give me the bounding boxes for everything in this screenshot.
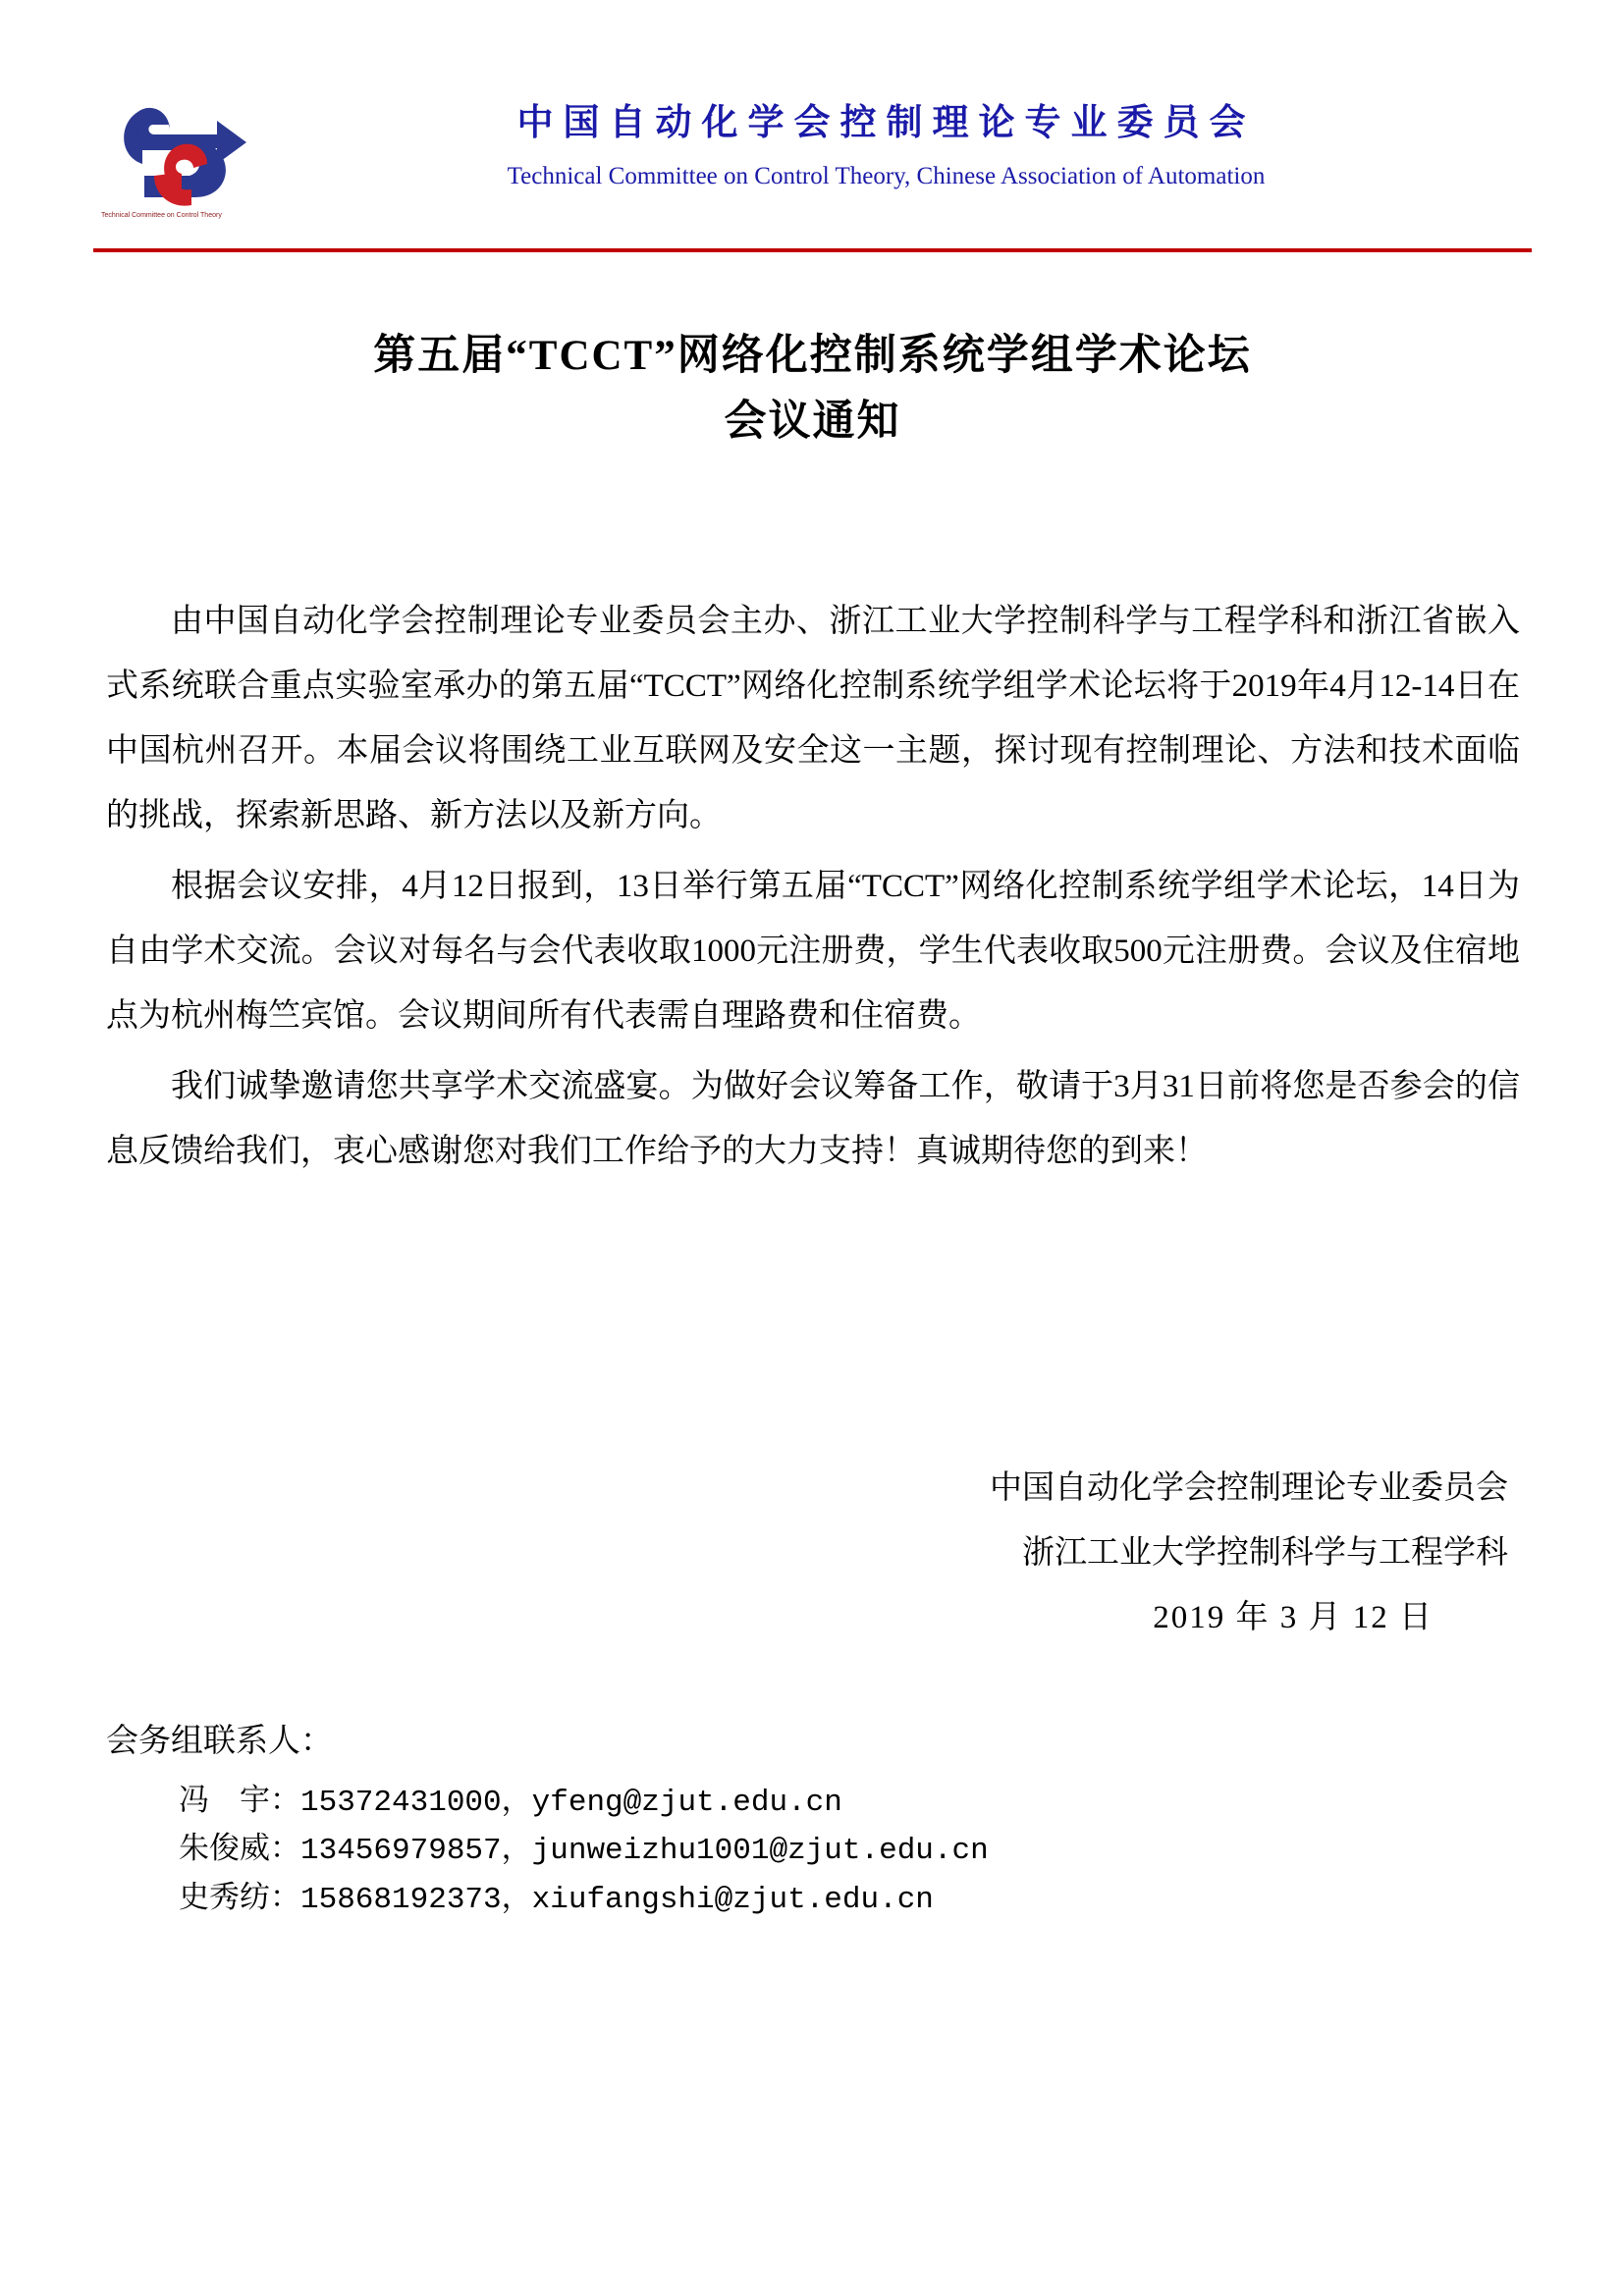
document-body	[106, 589, 1520, 1190]
contact-item	[179, 1875, 1520, 1924]
signature-block	[106, 1456, 1520, 1650]
logo-caption: Technical Committee on Control Theory	[101, 212, 222, 219]
letterhead	[93, 69, 1532, 255]
tcct-logo-icon	[93, 74, 280, 221]
contact-detail: 15372431000，yfeng@zjut.edu.cn	[300, 1785, 842, 1820]
letterhead-text	[280, 99, 1532, 195]
contact-name: 朱俊威：	[179, 1831, 300, 1866]
contacts-heading: 会务组联系人：	[106, 1724, 333, 1759]
signature-date: 2019 年 3 月 12 日	[1153, 1600, 1434, 1635]
letterhead-divider	[93, 248, 1532, 252]
body-paragraph-3: 我们诚挚邀请您共享学术交流盛宴。为做好会议筹备工作，敬请于3月31日前将您是否参会的信息反馈给我们，衷心感谢您对我们工作给予的大力支持！真诚期待您的到来！	[106, 1069, 1520, 1169]
contact-item	[179, 1778, 1520, 1827]
org-name-cn: 中国自动化学会控制理论专业委员会	[516, 102, 1256, 143]
document-title-line2: 会议通知	[724, 398, 901, 445]
body-paragraph-1: 由中国自动化学会控制理论专业委员会主办、浙江工业大学控制科学与工程学科和浙江省嵌入式系统联合重点实验室承办的第五届“TCCT”网络化控制系统学组学术论坛将于2019年4月12-14日在中国杭州召开。本届会议将围绕工业互联网及安全这一主题，探讨现有控制理论、方法和技术面临的挑战，探索新思路、新方法以及新方向。	[106, 604, 1520, 833]
signature-org-1: 中国自动化学会控制理论专业委员会	[990, 1470, 1508, 1506]
contacts-list	[106, 1778, 1520, 1924]
contacts-section	[106, 1716, 1520, 1923]
document-title	[93, 324, 1532, 454]
contact-name: 史秀纺：	[179, 1879, 300, 1914]
signature-org-2: 浙江工业大学控制科学与工程学科	[1022, 1535, 1508, 1571]
contact-detail: 13456979857，junweizhu1001@zjut.edu.cn	[300, 1834, 989, 1869]
tcct-logo	[93, 74, 280, 221]
org-name-en: Technical Committee on Control Theory, Chinese Association of Automation	[507, 163, 1266, 190]
contact-detail: 15868192373，xiufangshi@zjut.edu.cn	[300, 1882, 934, 1917]
document-title-line1: 第五届“TCCT”网络化控制系统学组学术论坛	[373, 333, 1252, 379]
contact-name: 冯 宇：	[179, 1782, 300, 1817]
body-paragraph-2: 根据会议安排，4月12日报到，13日举行第五届“TCCT”网络化控制系统学组学术论坛，14日为自由学术交流。会议对每名与会代表收取1000元注册费，学生代表收取500元注册费。会议及住宿地点为杭州梅竺宾馆。会议期间所有代表需自理路费和住宿费。	[106, 869, 1520, 1034]
contact-item	[179, 1826, 1520, 1875]
